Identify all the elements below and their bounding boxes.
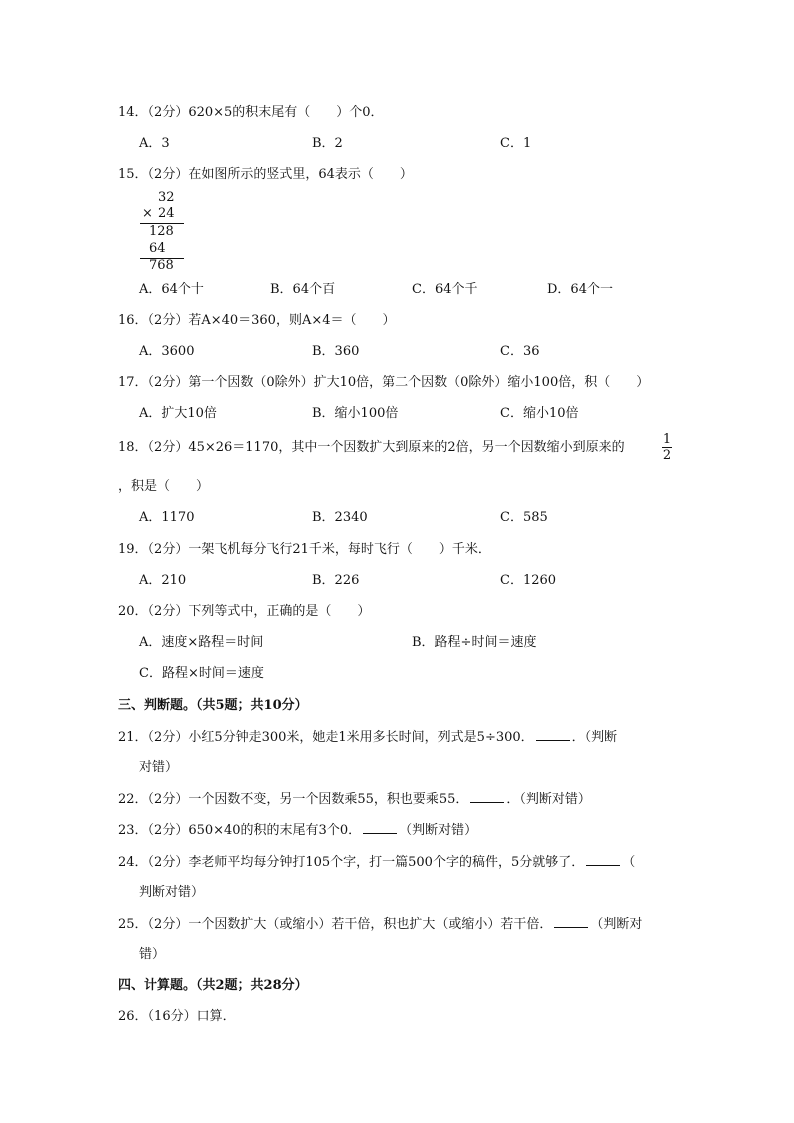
q17-option-c: C．缩小10倍 (500, 406, 579, 421)
question-23 (118, 821, 477, 840)
fraction-one-half (661, 432, 673, 463)
q20-option-a: A．速度×路程＝时间 (139, 635, 264, 650)
q14-option-c: C．1 (500, 136, 532, 151)
q16-option-a: A．3600 (139, 344, 195, 359)
vertical-multiplication (138, 190, 188, 275)
q14-option-a: A．3 (139, 136, 170, 151)
question-22 (118, 790, 591, 809)
partial-product-1: 128 (149, 224, 174, 239)
question-21-cont: 对错） (139, 760, 179, 775)
question-25-cont: 错） (139, 947, 166, 962)
times-sign: × (142, 206, 153, 221)
q21-stem: 21．（2分）小红5分钟走300米，她走1米用多长时间，列式是5÷300． (118, 730, 534, 745)
section-4-heading: 四、计算题。（共2题；共28分） (118, 978, 308, 993)
q23-tail: （判断对错） (399, 823, 478, 838)
question-24 (118, 853, 635, 872)
q18-option-b: B．2340 (312, 510, 368, 525)
q20-option-c: C．路程×时间＝速度 (139, 666, 264, 681)
q24-tail: （ (622, 855, 636, 870)
q16-option-c: C．36 (500, 344, 540, 359)
question-14: 14．（2分）620×5的积末尾有（ ）个0． (118, 105, 384, 120)
q19-option-a: A．210 (139, 573, 187, 588)
question-18-cont: ，积是（ ） (118, 479, 210, 494)
q17-option-a: A．扩大10倍 (139, 406, 217, 421)
question-15: 15．（2分）在如图所示的竖式里，64表示（ ） (118, 167, 413, 182)
multiplier: 24 (158, 206, 175, 221)
question-21 (118, 728, 617, 747)
q25-stem: 25．（2分）一个因数扩大（或缩小）若干倍，积也扩大（或缩小）若干倍． (118, 917, 553, 932)
q17-option-b: B．缩小100倍 (312, 406, 399, 421)
question-20: 20．（2分）下列等式中，正确的是（ ） (118, 604, 371, 619)
q22-tail: ．（判断对错） (506, 792, 591, 807)
question-19: 19．（2分）一架飞机每分飞行21千米，每时飞行（ ）千米． (118, 542, 491, 557)
fraction-denominator: 2 (662, 448, 672, 463)
q19-option-c: C．1260 (500, 573, 557, 588)
q15-option-a: A．64个十 (139, 282, 204, 297)
answer-blank[interactable] (470, 790, 504, 803)
q18-option-c: C．585 (500, 510, 548, 525)
section-3-heading: 三、判断题。（共5题；共10分） (118, 698, 308, 713)
partial-product-2: 64 (149, 241, 166, 256)
answer-blank[interactable] (536, 728, 570, 741)
question-26: 26．（16分）口算． (118, 1009, 236, 1024)
answer-blank[interactable] (554, 915, 588, 928)
fraction-numerator: 1 (662, 432, 672, 447)
q25-tail: （判断对 (590, 917, 643, 932)
question-24-cont: 判断对错） (139, 885, 205, 900)
question-16: 16．（2分）若A×40＝360，则A×4＝（ ） (118, 313, 396, 328)
answer-blank[interactable] (363, 821, 397, 834)
q18-option-a: A．1170 (139, 510, 195, 525)
q21-tail: ．（判断 (571, 730, 618, 745)
q22-stem: 22．（2分）一个因数不变，另一个因数乘55，积也要乘55． (118, 792, 469, 807)
answer-blank[interactable] (586, 853, 620, 866)
question-18: 18．（2分）45×26＝1170，其中一个因数扩大到原来的2倍，另一个因数缩小到原来的 (118, 440, 625, 455)
q20-option-b: B．路程÷时间＝速度 (412, 635, 537, 650)
q14-option-b: B．2 (312, 136, 343, 151)
multiplicand: 32 (158, 190, 175, 205)
q19-option-b: B．226 (312, 573, 360, 588)
question-17: 17．（2分）第一个因数（0除外）扩大10倍，第二个因数（0除外）缩小100倍，积（ ） (118, 375, 650, 390)
q23-stem: 23．（2分）650×40的积的末尾有3个0． (118, 823, 362, 838)
q15-option-c: C．64个千 (412, 282, 478, 297)
q16-option-b: B．360 (312, 344, 360, 359)
final-product: 768 (149, 258, 174, 273)
q24-stem: 24．（2分）李老师平均每分钟打105个字，打一篇500个字的稿件，5分就够了． (118, 855, 585, 870)
q15-option-d: D．64个一 (547, 282, 613, 297)
q15-option-b: B．64个百 (270, 282, 336, 297)
question-25 (118, 915, 642, 934)
